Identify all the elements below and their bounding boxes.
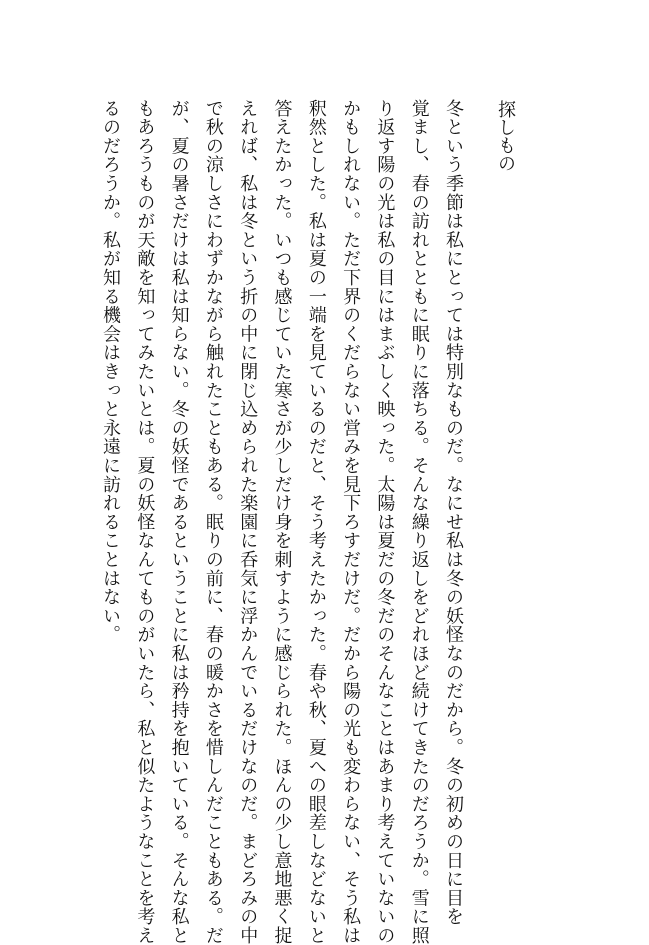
text-line: り返す陽の光は私の目にはまぶしく映った。太陽は夏だの冬だのそんなことはあまり考えていないの (374, 99, 396, 945)
text-line: 釈然とした。私は夏の一端を見ているのだと、そう考えたかった。春や秋、夏への眼差しなどないと (305, 99, 327, 945)
text-line: で秋の涼しさにわずかながら触れたこともある。眠りの前に、春の暖かさを惜しんだこともある。だ (202, 99, 224, 945)
text-line: るのだろうか。私が知る機会はきっと永遠に訪れることはない。 (100, 99, 122, 645)
text-line: 答えたかった。いつも感じていた寒さが少しだけ身を刺すように感じられた。ほんの少し意地悪く捉 (271, 99, 293, 945)
text-line: 冬という季節は私にとっては特別なものだ。なにせ私は冬の妖怪なのだから。冬の初めの日に目を (443, 99, 464, 927)
text-line: もあろうものが天敵を知ってみたいとは。夏の妖怪なんてものがいたら、私と似たようなことを考え (134, 99, 156, 945)
text-line: が、夏の暑さだけは私は知らない。冬の妖怪であるということに私は矜持を抱いている。そんな私と (168, 99, 190, 945)
text-line: 覚まし、春の訪れとともに眠りに落ちる。そんな繰り返しをどれほど続けてきたのだろうか。雪に照 (408, 99, 430, 945)
body-text (100, 99, 470, 945)
document-title: 探しもの (495, 100, 516, 172)
text-line: かもしれない。ただ下界のくだらない営みを見下ろすだけだ。だから陽の光も変わらない、そう私は (340, 99, 362, 945)
text-line: えれば、私は冬という折の中に閉じ込められた楽園に呑気に浮かんでいるだけなのだ。まどろみの中 (237, 99, 259, 945)
